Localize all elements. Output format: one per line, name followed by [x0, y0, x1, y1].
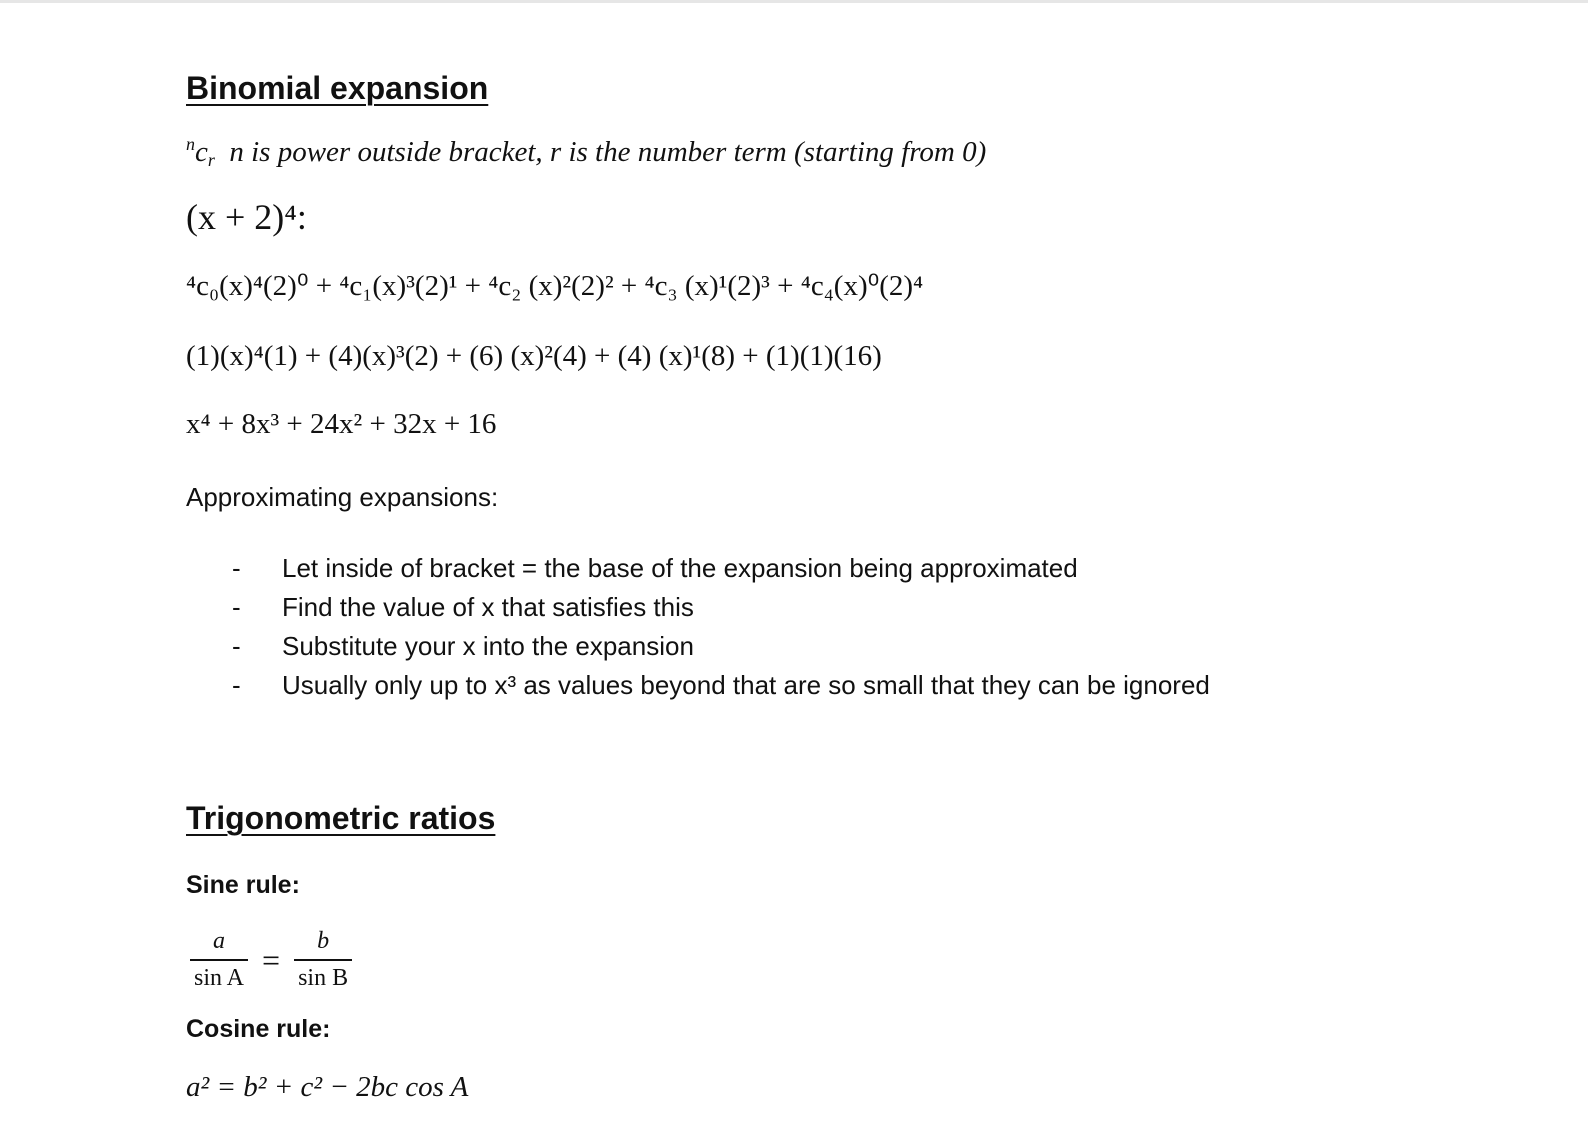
- approximating-title: Approximating expansions:: [186, 482, 499, 512]
- example-expression: (x + 2)⁴:: [186, 197, 307, 237]
- bullet-dash: -: [232, 631, 241, 661]
- fraction-b-over-sinB: [294, 928, 352, 992]
- numerator-b: b: [317, 928, 330, 954]
- bullet-dash: -: [232, 670, 241, 700]
- expansion-result: x⁴ + 8x³ + 24x² + 32x + 16: [186, 408, 497, 440]
- step-text: Find the value of x that satisfies this: [282, 592, 694, 622]
- bullet-dash: -: [232, 592, 241, 622]
- step-text: Substitute your x into the expansion: [282, 631, 694, 661]
- expansion-terms: ⁴c₀(x)⁴(2)⁰ + ⁴c₁(x)³(2)¹ + ⁴c₂ (x)²(2)² + ⁴c₃ (x)¹(2)³ + ⁴c₄(x)⁰(2)⁴: [186, 270, 924, 302]
- sine-rule-label: Sine rule:: [186, 871, 300, 899]
- denominator-sinB: sin B: [294, 959, 352, 992]
- denominator-sinA: sin A: [190, 959, 248, 992]
- step-text: Let inside of bracket = the base of the expansion being approximated: [282, 553, 1078, 583]
- cosine-rule-label: Cosine rule:: [186, 1015, 331, 1043]
- step-text: Usually only up to x³ as values beyond that are so small that they can be ignored: [282, 670, 1210, 700]
- fraction-a-over-sinA: [190, 928, 248, 992]
- page-top-border: [0, 0, 1588, 3]
- ncr-definition: [186, 133, 987, 171]
- heading-trigonometric-ratios: Trigonometric ratios: [186, 800, 496, 836]
- numerator-a: a: [213, 928, 225, 954]
- ncr-note-text: n is power outside bracket, r is the number term (starting from 0): [229, 136, 987, 168]
- sine-rule-formula: [186, 928, 356, 992]
- cosine-rule-formula: a² = b² + c² − 2bc cos A: [186, 1071, 469, 1103]
- equals-sign: =: [262, 941, 281, 978]
- bullet-dash: -: [232, 553, 241, 583]
- heading-binomial-expansion: Binomial expansion: [186, 70, 489, 106]
- ncr-symbol: $^nc_r$: [186, 133, 215, 171]
- coefficients-line: (1)(x)⁴(1) + (4)(x)³(2) + (6) (x)²(4) + (4) (x)¹(8) + (1)(1)(16): [186, 340, 882, 372]
